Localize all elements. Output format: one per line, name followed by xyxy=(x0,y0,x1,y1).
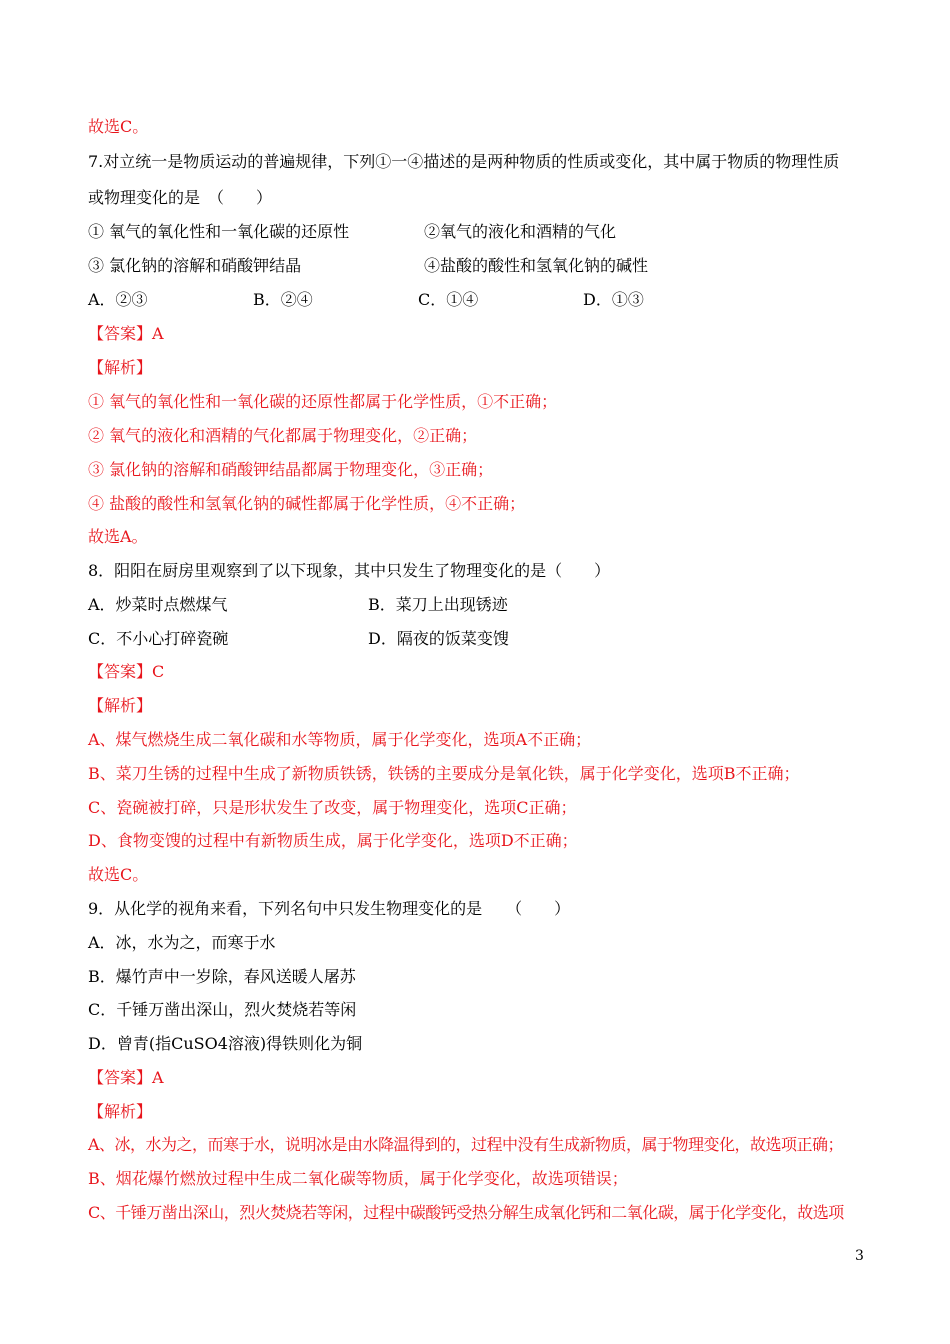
q7-item-2: ②氧气的液化和酒精的气化 xyxy=(424,222,617,241)
q9-option-c: C．千锤万凿出深山，烈火焚烧若等闲 xyxy=(88,1000,357,1019)
q8-option-c: C．不小心打碎瓷碗 xyxy=(88,629,229,648)
q8-option-b: B．菜刀上出现锈迹 xyxy=(368,595,508,614)
q8-conclusion: 故选C。 xyxy=(88,865,149,884)
page-number: 3 xyxy=(855,1248,864,1264)
q7-stem-line1: 7.对立统一是物质运动的普遍规律，下列①一④描述的是两种物质的性质或变化，其中属于物质的物理性质 xyxy=(88,152,840,171)
q8-analysis-line: A、煤气燃烧生成二氧化碳和水等物质，属于化学变化，选项A不正确； xyxy=(88,730,592,749)
q9-option-b: B．爆竹声中一岁除，春风送暖人屠苏 xyxy=(88,967,356,986)
q7-item-3: ③ 氯化钠的溶解和硝酸钾结晶 xyxy=(88,256,302,275)
q8-analysis-line: B、菜刀生锈的过程中生成了新物质铁锈，铁锈的主要成分是氧化铁，属于化学变化，选项B不正确； xyxy=(88,764,800,783)
q9-analysis-label: 【解析】 xyxy=(88,1102,153,1121)
q9-stem: 9．从化学的视角来看，下列名句中只发生物理变化的是 （ ） xyxy=(88,899,571,918)
q7-option-d: D．①③ xyxy=(583,290,644,309)
q7-analysis-label: 【解析】 xyxy=(88,358,153,377)
q8-stem: 8．阳阳在厨房里观察到了以下现象，其中只发生了物理变化的是（ ） xyxy=(88,561,611,580)
q9-option-d: D．曾青(指CuSO4溶液)得铁则化为铜 xyxy=(88,1034,363,1053)
q7-analysis-line: ④ 盐酸的酸性和氢氧化钠的碱性都属于化学性质，④不正确； xyxy=(88,494,526,513)
q7-item-4: ④盐酸的酸性和氢氧化钠的碱性 xyxy=(424,256,649,275)
q8-option-a: A．炒菜时点燃煤气 xyxy=(88,595,228,614)
q9-option-a: A．冰，水为之，而寒于水 xyxy=(88,933,276,952)
q7-answer: 【答案】A xyxy=(88,324,164,343)
q7-option-c: C．①④ xyxy=(418,290,479,309)
q8-option-d: D．隔夜的饭菜变馊 xyxy=(368,629,509,648)
q7-analysis-line: ② 氧气的液化和酒精的气化都属于物理变化，②正确； xyxy=(88,426,478,445)
q7-analysis-line: ③ 氯化钠的溶解和硝酸钾结晶都属于物理变化，③正确； xyxy=(88,460,494,479)
q8-answer: 【答案】C xyxy=(88,662,165,681)
q7-conclusion: 故选A。 xyxy=(88,527,148,546)
q7-item-1: ① 氧气的氧化性和一氧化碳的还原性 xyxy=(88,222,350,241)
q9-answer: 【答案】A xyxy=(88,1068,164,1087)
q7-option-b: B．②④ xyxy=(253,290,313,309)
q7-option-a: A．②③ xyxy=(88,290,148,309)
q9-analysis-line: C、千锤万凿出深山，烈火焚烧若等闲，过程中碳酸钙受热分解生成氧化钙和二氧化碳，属于化学变化，故选项 xyxy=(88,1203,844,1222)
prev-conclusion: 故选C。 xyxy=(88,117,149,136)
q7-stem-line2: 或物理变化的是 （ ） xyxy=(88,188,273,207)
q8-analysis-label: 【解析】 xyxy=(88,696,153,715)
q9-analysis-line: A、冰，水为之，而寒于水，说明冰是由水降温得到的，过程中没有生成新物质，属于物理变化，故选项正确； xyxy=(88,1135,844,1154)
q8-analysis-line: C、瓷碗被打碎，只是形状发生了改变，属于物理变化，选项C正确； xyxy=(88,798,577,817)
q8-analysis-line: D、食物变馊的过程中有新物质生成，属于化学变化，选项D不正确； xyxy=(88,831,578,850)
q9-analysis-line: B、烟花爆竹燃放过程中生成二氧化碳等物质，属于化学变化，故选项错误； xyxy=(88,1169,628,1188)
q7-analysis-line: ① 氧气的氧化性和一氧化碳的还原性都属于化学性质，①不正确； xyxy=(88,392,558,411)
